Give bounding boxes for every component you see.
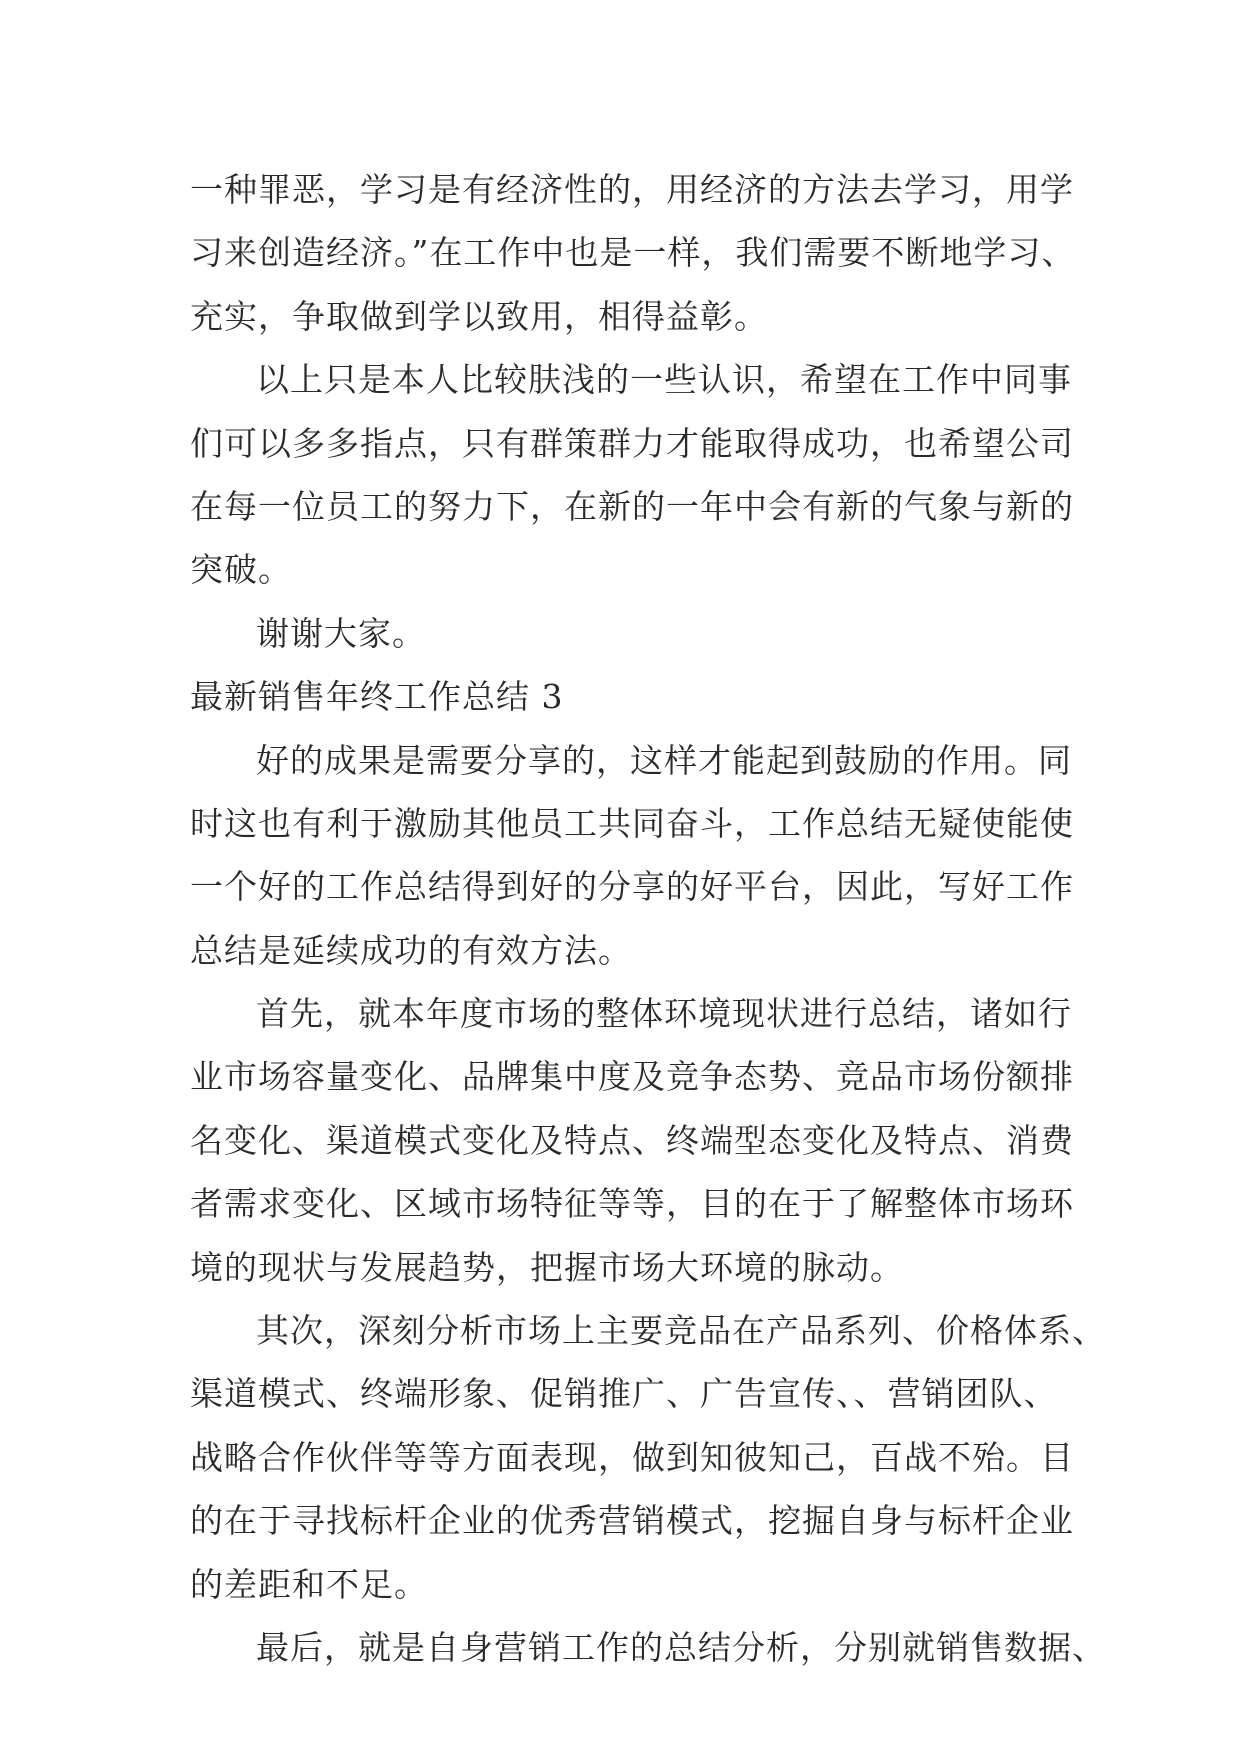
- paragraph-line: 的在于寻找标杆企业的优秀营销模式，挖掘自身与标杆企业: [190, 1501, 1074, 1541]
- paragraph-line: 名变化、渠道模式变化及特点、终端型态变化及特点、消费: [190, 1120, 1074, 1160]
- paragraph-line: 们可以多多指点，只有群策群力才能取得成功，也希望公司: [190, 423, 1074, 463]
- paragraph-line: 总结是延续成功的有效方法。: [190, 930, 632, 970]
- paragraph-line: 充实，争取做到学以致用，相得益彰。: [190, 296, 768, 336]
- paragraph-line: 以上只是本人比较肤浅的一些认识，希望在工作中同事: [256, 360, 1072, 400]
- paragraph-line: 其次，深刻分析市场上主要竞品在产品系列、价格体系、: [256, 1311, 1106, 1351]
- paragraph-line: 首先，就本年度市场的整体环境现状进行总结，诸如行: [256, 994, 1072, 1034]
- section-heading: 最新销售年终工作总结 3: [190, 677, 564, 717]
- paragraph-line: 突破。: [190, 550, 292, 590]
- paragraph-line: 在每一位员工的努力下，在新的一年中会有新的气象与新的: [190, 486, 1074, 526]
- paragraph-line: 习来创造经济。”在工作中也是一样，我们需要不断地学习、: [190, 233, 1076, 273]
- paragraph-line: 时这也有利于激励其他员工共同奋斗，工作总结无疑使能使: [190, 803, 1074, 843]
- paragraph-line: 最后，就是自身营销工作的总结分析，分别就销售数据、: [256, 1627, 1106, 1667]
- paragraph-line: 好的成果是需要分享的，这样才能起到鼓励的作用。同: [256, 740, 1072, 780]
- paragraph-line: 一个好的工作总结得到好的分享的好平台，因此，写好工作: [190, 867, 1074, 907]
- paragraph-line: 境的现状与发展趋势，把握市场大环境的脉动。: [190, 1247, 904, 1287]
- paragraph-line: 一种罪恶，学习是有经济性的，用经济的方法去学习，用学: [190, 170, 1074, 209]
- paragraph-line: 的差距和不足。: [190, 1564, 428, 1604]
- paragraph-line: 渠道模式、终端形象、促销推广、广告宣传、、营销团队、: [190, 1374, 1058, 1414]
- document-body: [190, 158, 1106, 1679]
- paragraph-line: 谢谢大家。: [256, 613, 426, 653]
- paragraph-line: 者需求变化、区域市场特征等等，目的在于了解整体市场环: [190, 1184, 1074, 1224]
- paragraph-line: 业市场容量变化、品牌集中度及竞争态势、竞品市场份额排: [190, 1057, 1074, 1097]
- paragraph-line: 战略合作伙伴等等方面表现，做到知彼知己，百战不殆。目: [190, 1437, 1074, 1477]
